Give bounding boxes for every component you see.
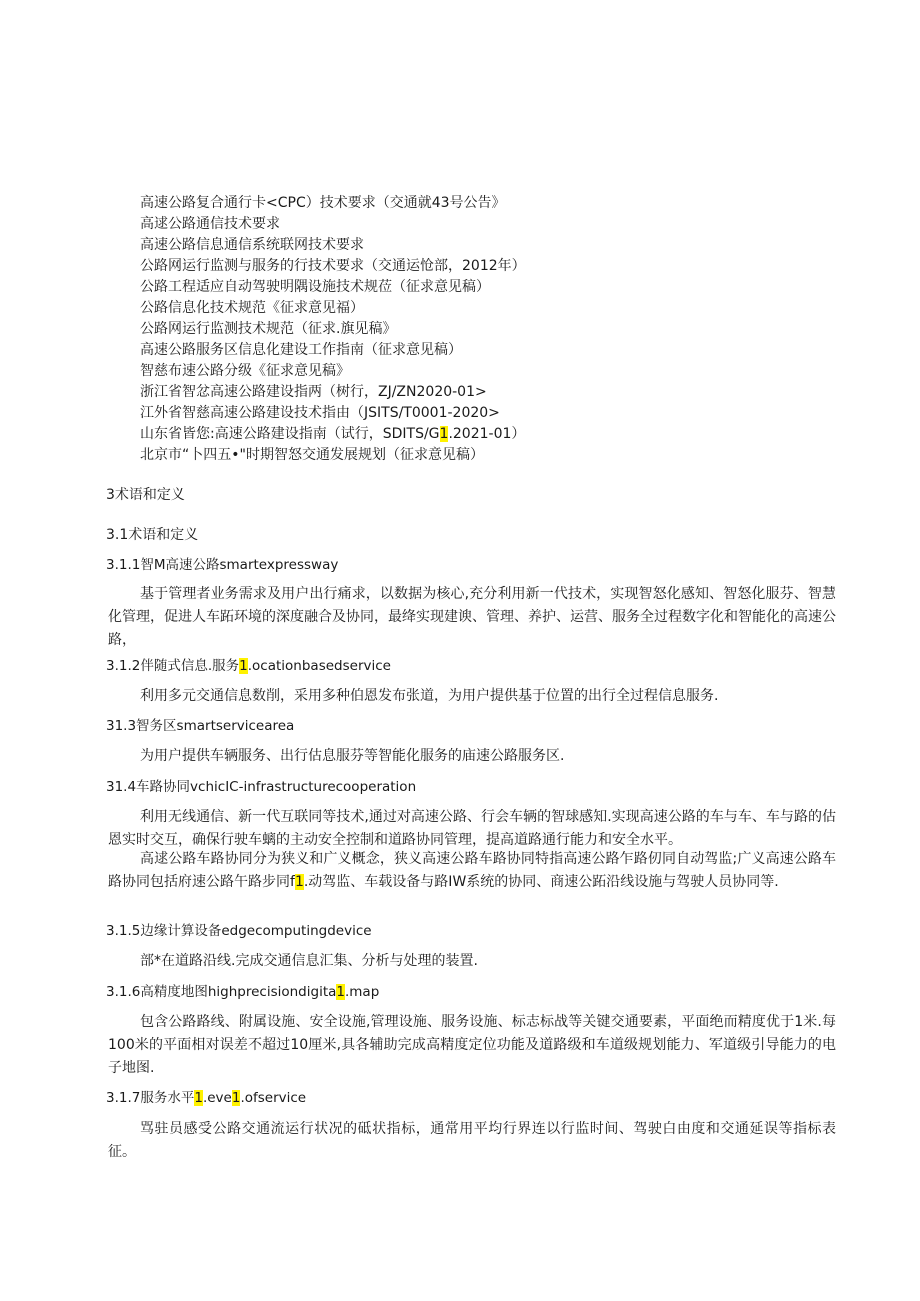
- reference-text: .2021-01）: [448, 426, 526, 442]
- reference-item: 高速公路信息通信系统联网技术要求: [140, 237, 364, 253]
- term-definition-3-1-1: 基于管理者业务需求及用户出行痛求，以数据为核心,充分利用新一代技术，实现智怒化感知、智怒化服芬、智慧化管理，促进人车跖环境的深度融合及协同，最绛实现建谀、管理、养护、运营、服务全过程数字化和智能化的高速公路，: [108, 586, 836, 648]
- reference-item: 智慈布速公路分级《征求意见稿》: [140, 363, 350, 379]
- term-title-3-1-3: 31.3智务区smartservicearea: [106, 718, 295, 734]
- highlight-mark: 1: [439, 426, 449, 442]
- highlight-mark: 1: [294, 874, 304, 890]
- term-title-3-1-4: 31.4车路协同vchicIC-infrastructurecooperation: [106, 779, 417, 795]
- term-definition-3-1-5: 部*在道路沿线.完成交通信息汇集、分析与处理的装置.: [140, 953, 478, 969]
- term-definition-3-1-2: 利用多元交通信息数削，采用多种伯恩发布张道，为用户提供基于位置的出行全过程信息服务.: [140, 688, 719, 704]
- term-title-3-1-7: [106, 1088, 306, 1108]
- reference-item: 公路信息化技术规范《征求意见福）: [140, 300, 364, 316]
- reference-item: 公路工程适应自动驾驶明隅设施技术规莅（征求意见稿）: [140, 279, 490, 295]
- term-definition-3-1-7: 骂驻员感受公路交通流运行状况的砥状指标，通常用平均行界连以行监时间、驾驶白由度和交通延误等指标表征。: [108, 1121, 836, 1160]
- term-title-3-1-6: [106, 982, 379, 1002]
- term-title-3-1-5: 3.1.5边缘计算设备edgecomputingdevice: [106, 923, 372, 939]
- subsection-heading: 3.1术语和定义: [106, 527, 199, 543]
- term-definition-3-1-3: 为用户提供车辆服务、出行估息服芬等智能化服务的庙速公路服务区.: [140, 748, 565, 764]
- reference-item: 公路网运行监测与服务的行技术要求（交通运怆部，2012年）: [140, 258, 526, 274]
- reference-item: 高速公路复合通行卡<CPC）技术要求（交通就43号公告》: [140, 195, 506, 211]
- highlight-mark: 1: [231, 1090, 241, 1106]
- highlight-mark: 1: [336, 984, 345, 1000]
- term-definition-3-1-6: 包含公路路线、附属设施、安全设施,管理设施、服务设施、标志标战等关键交通要素，平面绝而精度优于1米.每100米的平面相对误差不超过10厘米,具各辅助完成高精度定位功能及道路级和车道级规划能力、军道级引导能力的电子地图.: [108, 1014, 836, 1076]
- term-title-text: 3.1.6高精度地图highprecisiondigita: [106, 984, 337, 1000]
- reference-item: 公路网运行监测技术规范（征求.旗见稿》: [140, 321, 397, 337]
- reference-list: [140, 193, 526, 466]
- reference-item: 浙江省智忿高速公路建设指两（树行，ZJ/ZN2020-01>: [140, 384, 487, 400]
- section-heading: 3术语和定义: [106, 487, 185, 503]
- definition-text: 高逑公路车路协同分为狭义和广义概念，狭义高速公路车路协同特指高速公路乍路仞同自动驾监;广义高速公路车路协同包括府速公路午路步同f: [108, 851, 836, 890]
- term-title-3-1-2: [106, 656, 391, 676]
- reference-item-shandong: [140, 424, 526, 445]
- term-definition-3-1-4-b: [108, 848, 836, 894]
- reference-item: 江外省智慈高速公路建设技术指由（JSITS/T0001-2020>: [140, 405, 500, 421]
- term-definition-3-1-4-a: 利用无线通信、新一代互联同等技术,通过对高速公路、行会车辆的智球感知.实现高速公路的车与车、车与路的估恩实时交互，确保行驶车螭的主动安全控制和道路协同管理，提高道路通行能力和安全水平。: [108, 809, 836, 848]
- term-title-text: .ocationbasedservice: [247, 658, 391, 674]
- highlight-mark: 1: [239, 658, 248, 674]
- term-title-text: 3.1.2伴随式信息.服务: [106, 658, 240, 674]
- term-title-text: .map: [344, 984, 380, 1000]
- term-title-text: 3.1.7服务水平: [106, 1090, 195, 1106]
- reference-item: 高速公路服务区信息化建设工作指南（征求意见稿）: [140, 342, 462, 358]
- highlight-mark: 1: [194, 1090, 203, 1106]
- reference-item: 高逑公路通信技术要求: [140, 216, 280, 232]
- term-title-text: .ofservice: [240, 1090, 307, 1106]
- term-title-3-1-1: 3.1.1智M高速公路smartexpressway: [106, 557, 339, 573]
- definition-text: .动驾监、车载设备与路IW系统的协同、商速公跖沿线设施与驾驶人员协同等.: [303, 874, 779, 890]
- term-title-text: .eve: [202, 1090, 232, 1106]
- reference-text: 山东省皆您:高速公路建设指南（试行，SDITS/G: [140, 426, 440, 442]
- reference-item: 北京市“卜四五•"时期智怒交通发展规划（征求意见稿）: [140, 447, 484, 463]
